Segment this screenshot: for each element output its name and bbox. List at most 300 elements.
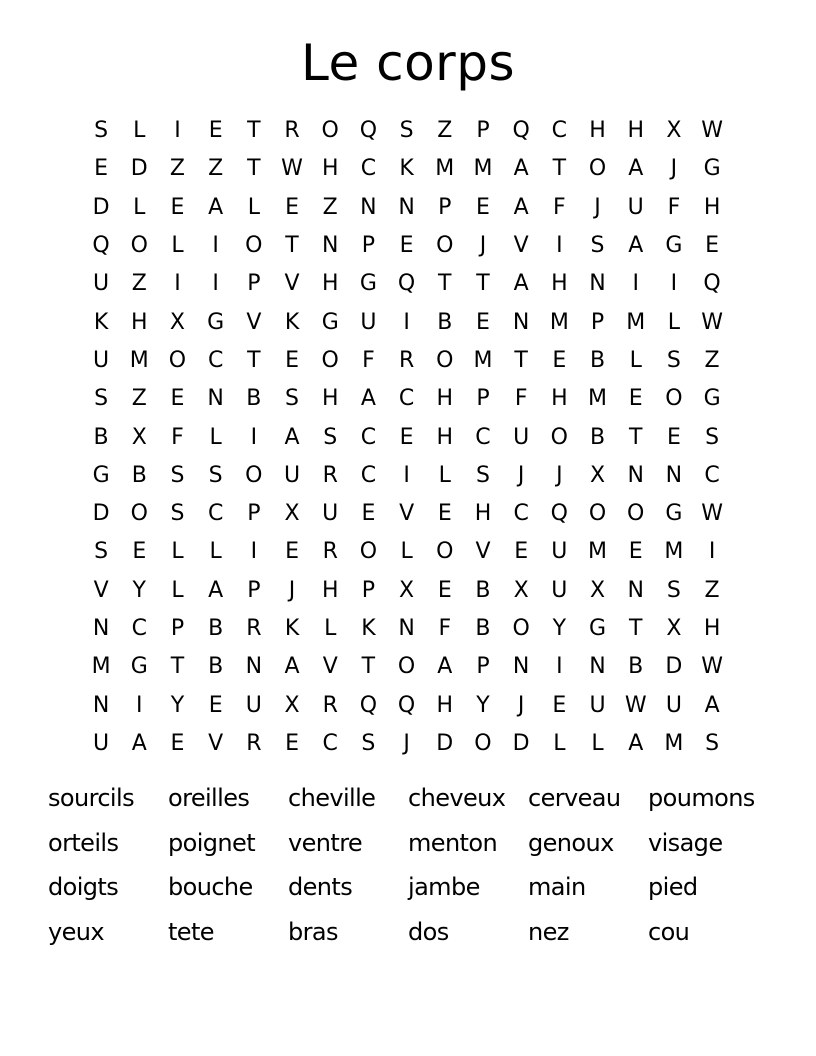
grid-cell[interactable]: K [93, 309, 109, 335]
grid-cell[interactable]: N [207, 386, 224, 412]
grid-cell[interactable]: X [284, 501, 300, 527]
grid-cell[interactable]: T [438, 271, 452, 297]
grid-cell[interactable]: L [209, 424, 222, 450]
grid-cell[interactable]: W [701, 654, 723, 680]
grid-cell[interactable]: D [92, 501, 110, 527]
grid-cell[interactable]: L [209, 539, 222, 565]
grid-cell[interactable]: A [513, 156, 529, 182]
grid-cell[interactable]: L [553, 730, 566, 756]
grid-cell[interactable]: Z [208, 156, 224, 182]
grid-cell[interactable]: V [93, 577, 109, 603]
grid-cell[interactable]: O [512, 616, 530, 641]
grid-cell[interactable]: A [513, 194, 529, 220]
grid-cell[interactable]: N [321, 233, 339, 259]
grid-cell[interactable]: D [92, 194, 110, 220]
grid-cell[interactable]: N [665, 462, 683, 488]
grid-cell[interactable]: U [93, 730, 110, 756]
grid-cell[interactable]: K [361, 616, 376, 641]
grid-cell[interactable]: L [629, 347, 642, 373]
grid-cell[interactable]: T [170, 654, 185, 680]
grid-cell[interactable]: E [208, 118, 223, 144]
grid-cell[interactable]: E [399, 424, 414, 450]
grid-cell[interactable]: X [666, 118, 682, 144]
grid-cell[interactable]: N [589, 271, 606, 297]
grid-cell[interactable]: M [435, 156, 455, 182]
grid-cell[interactable]: E [208, 692, 223, 718]
grid-cell[interactable]: O [550, 424, 568, 450]
grid-row [82, 572, 732, 610]
grid-cell[interactable]: H [551, 386, 568, 412]
grid-cell[interactable]: A [628, 156, 644, 182]
grid-cell[interactable]: C [207, 501, 224, 527]
grid-cell[interactable]: W [701, 501, 723, 527]
grid-cell[interactable]: W [701, 309, 723, 335]
grid-cell[interactable]: D [436, 730, 454, 756]
grid-cell[interactable]: O [436, 539, 454, 565]
grid-cell[interactable]: X [589, 462, 606, 488]
grid-cell[interactable]: G [321, 309, 339, 335]
grid-cell[interactable]: H [436, 424, 454, 450]
grid-cell[interactable]: O [321, 347, 339, 373]
grid-cell[interactable]: B [131, 462, 147, 488]
grid-cell[interactable]: A [513, 271, 529, 297]
grid-cell[interactable]: Q [397, 271, 416, 297]
grid-cell[interactable]: P [247, 501, 261, 527]
grid-cell[interactable]: E [399, 233, 414, 259]
grid-cell[interactable]: J [670, 156, 678, 182]
grid-cell[interactable]: E [628, 539, 643, 565]
grid-cell[interactable]: A [704, 692, 720, 718]
grid-cell[interactable]: T [247, 118, 261, 144]
grid-cell[interactable]: U [322, 501, 339, 527]
grid-cell[interactable]: Y [132, 577, 146, 603]
grid-cell[interactable]: W [281, 156, 303, 182]
grid-cell[interactable]: C [360, 156, 377, 182]
grid-cell[interactable]: S [705, 424, 720, 450]
grid-cell[interactable]: N [512, 309, 530, 335]
grid-cell[interactable]: U [93, 347, 110, 373]
grid-cell[interactable]: F [667, 194, 681, 220]
grid-cell[interactable]: R [398, 347, 415, 373]
grid-cell[interactable]: U [551, 539, 568, 565]
grid-cell[interactable]: D [130, 156, 148, 182]
grid-cell[interactable]: O [130, 233, 148, 259]
grid-cell[interactable]: K [284, 616, 300, 641]
grid-cell[interactable]: B [208, 616, 224, 641]
grid-cell[interactable]: H [703, 194, 721, 220]
grid-cell[interactable]: O [588, 501, 607, 527]
grid-cell[interactable]: U [360, 309, 377, 335]
grid-cell[interactable]: Q [512, 118, 530, 144]
grid-cell[interactable]: H [321, 156, 339, 182]
grid-cell[interactable]: H [131, 309, 148, 335]
grid-cell[interactable]: L [667, 309, 681, 335]
grid-cell[interactable]: I [708, 539, 716, 565]
grid-cell[interactable]: O [321, 118, 339, 144]
grid-cell[interactable]: I [403, 462, 410, 488]
word-bank [48, 776, 808, 954]
grid-cell[interactable]: K [284, 309, 300, 335]
grid-cell[interactable]: X [589, 577, 606, 603]
grid-cell[interactable]: N [92, 616, 110, 641]
grid-cell[interactable]: V [475, 539, 491, 565]
grid-cell[interactable]: Z [169, 156, 185, 182]
grid-cell[interactable]: W [701, 118, 723, 144]
grid-cell[interactable]: D [665, 654, 683, 680]
grid-cell[interactable]: A [360, 386, 376, 412]
grid-cell[interactable]: B [208, 654, 224, 680]
grid-cell[interactable]: L [171, 233, 184, 259]
grid-cell[interactable]: T [514, 347, 528, 373]
grid-cell[interactable]: I [556, 654, 563, 680]
grid-cell[interactable]: I [212, 271, 219, 297]
grid-cell[interactable]: E [552, 347, 567, 373]
grid-cell[interactable]: S [208, 462, 223, 488]
grid-cell[interactable]: U [513, 424, 530, 450]
grid-cell[interactable]: E [514, 539, 529, 565]
grid-cell[interactable]: L [133, 118, 146, 144]
grid-cell[interactable]: B [93, 424, 109, 450]
grid-cell[interactable]: K [399, 156, 414, 182]
grid-cell[interactable]: G [703, 156, 721, 182]
grid-cell[interactable]: E [666, 424, 681, 450]
grid-cell[interactable]: B [475, 577, 491, 603]
grid-cell[interactable]: J [517, 692, 525, 718]
grid-cell[interactable]: E [437, 577, 452, 603]
grid-cell[interactable]: G [207, 309, 225, 335]
grid-cell[interactable]: J [556, 462, 563, 488]
grid-cell[interactable]: B [589, 424, 606, 450]
grid-cell[interactable]: Y [170, 692, 185, 718]
grid-cell[interactable]: H [551, 271, 568, 297]
grid-cell[interactable]: O [665, 386, 683, 412]
grid-cell[interactable]: I [250, 539, 258, 565]
grid-cell[interactable]: M [473, 347, 493, 373]
grid-cell[interactable]: P [476, 654, 490, 680]
grid-cell[interactable]: I [632, 271, 639, 297]
grid-cell[interactable]: S [170, 462, 185, 488]
grid-cell[interactable]: C [360, 462, 377, 488]
grid-cell[interactable]: S [590, 233, 605, 259]
grid-cell[interactable]: G [665, 501, 683, 527]
word-bank-item: cheveux [408, 784, 506, 812]
grid-cell[interactable]: I [556, 233, 563, 259]
grid-cell[interactable]: T [285, 233, 299, 259]
grid-cell[interactable]: C [551, 118, 568, 144]
grid-cell[interactable]: T [628, 424, 643, 450]
grid-cell[interactable]: E [628, 386, 643, 412]
grid-cell[interactable]: E [94, 156, 109, 182]
grid-cell[interactable]: H [436, 692, 454, 718]
grid-cell[interactable]: R [284, 118, 300, 144]
grid-cell[interactable]: B [628, 654, 644, 680]
grid-cell[interactable]: P [170, 616, 185, 641]
grid-cell[interactable]: U [551, 577, 568, 603]
grid-cell[interactable]: N [360, 194, 377, 220]
grid-cell[interactable]: P [247, 577, 261, 603]
grid-cell[interactable]: L [247, 194, 260, 220]
grid-cell[interactable]: O [245, 462, 263, 488]
grid-cell[interactable]: Q [359, 118, 378, 144]
grid-cell[interactable]: R [246, 616, 262, 641]
grid-cell[interactable]: T [628, 616, 643, 641]
word-bank-item: menton [408, 828, 498, 857]
grid-cell[interactable]: E [170, 194, 185, 220]
grid-cell[interactable]: X [399, 577, 415, 603]
grid-cell[interactable]: O [627, 501, 645, 527]
grid-cell[interactable]: X [169, 309, 185, 335]
grid-cell[interactable]: T [476, 271, 490, 297]
grid-cell[interactable]: Z [704, 347, 720, 373]
grid-cell[interactable]: A [284, 654, 300, 680]
grid-cell[interactable]: F [171, 424, 184, 450]
grid-cell[interactable]: J [594, 194, 601, 220]
page-title: Le corps [300, 34, 516, 92]
grid-cell[interactable]: Q [92, 233, 110, 259]
grid-cell[interactable]: L [591, 730, 604, 756]
grid-cell[interactable]: X [666, 616, 682, 641]
grid-cell[interactable]: E [437, 501, 452, 527]
grid-cell[interactable]: Q [359, 692, 378, 718]
grid-cell[interactable]: J [517, 462, 525, 488]
grid-cell[interactable]: P [476, 386, 490, 412]
grid-cell[interactable]: R [322, 692, 338, 718]
grid-cell[interactable]: C [513, 501, 529, 527]
grid-cell[interactable]: Z [131, 271, 147, 297]
grid-cell[interactable]: C [207, 347, 224, 373]
grid-cell[interactable]: M [473, 156, 493, 182]
grid-cell[interactable]: C [360, 424, 377, 450]
grid-cell[interactable]: J [403, 730, 410, 756]
grid-cell[interactable]: O [359, 539, 378, 565]
grid-cell[interactable]: U [589, 692, 606, 718]
grid-cell[interactable]: S [285, 386, 300, 412]
grid-cell[interactable]: R [322, 539, 338, 565]
grid-cell[interactable]: H [589, 118, 606, 144]
grid-cell[interactable]: N [627, 462, 644, 488]
grid-cell[interactable]: F [438, 616, 452, 641]
grid-cell[interactable]: O [436, 233, 454, 259]
grid-cell[interactable]: I [403, 309, 410, 335]
grid-cell[interactable]: M [129, 347, 149, 373]
grid-cell[interactable]: N [245, 654, 263, 680]
grid-cell[interactable]: V [246, 309, 262, 335]
grid-cell[interactable]: V [513, 233, 529, 259]
grid-cell[interactable]: E [705, 233, 720, 259]
grid-cell[interactable]: L [324, 616, 337, 641]
grid-cell[interactable]: E [170, 730, 185, 756]
grid-cell[interactable]: P [590, 309, 605, 335]
grid-cell[interactable]: O [397, 654, 416, 680]
grid-cell[interactable]: E [285, 347, 299, 373]
grid-cell[interactable]: X [131, 424, 147, 450]
grid-cell[interactable]: A [284, 424, 300, 450]
grid-cell[interactable]: S [705, 730, 720, 756]
grid-cell[interactable]: H [703, 616, 721, 641]
grid-cell[interactable]: Z [437, 118, 453, 144]
grid-cell[interactable]: V [399, 501, 415, 527]
grid-row [82, 457, 732, 495]
grid-cell[interactable]: B [589, 347, 606, 373]
grid-cell[interactable]: L [400, 539, 413, 565]
grid-cell[interactable]: B [437, 309, 453, 335]
grid-cell[interactable]: Y [552, 616, 567, 641]
grid-cell[interactable]: N [627, 577, 644, 603]
grid-cell[interactable]: H [474, 501, 492, 527]
grid-cell[interactable]: B [246, 386, 262, 412]
grid-cell[interactable]: R [322, 462, 338, 488]
grid-cell[interactable]: E [285, 539, 299, 565]
grid-cell[interactable]: G [130, 654, 148, 680]
grid-cell[interactable]: S [666, 577, 681, 603]
grid-cell[interactable]: J [479, 233, 487, 259]
grid-cell[interactable]: S [361, 730, 376, 756]
grid-row [82, 610, 732, 648]
grid-cell[interactable]: J [288, 577, 296, 603]
grid-cell[interactable]: G [359, 271, 377, 297]
grid-cell[interactable]: B [475, 616, 491, 641]
grid-cell[interactable]: V [284, 271, 300, 297]
grid-cell[interactable]: A [437, 654, 453, 680]
grid-cell[interactable]: E [132, 539, 147, 565]
grid-cell[interactable]: P [247, 271, 261, 297]
grid-cell[interactable]: S [94, 386, 109, 412]
grid-cell[interactable]: S [94, 118, 109, 144]
grid-cell[interactable]: C [704, 462, 720, 488]
grid-cell[interactable]: L [133, 194, 146, 220]
grid-cell[interactable]: G [703, 386, 721, 412]
grid-cell[interactable]: S [323, 424, 338, 450]
grid-cell[interactable]: F [553, 194, 566, 220]
grid-cell[interactable]: O [588, 156, 607, 182]
grid-cell[interactable]: T [552, 156, 567, 182]
grid-cell[interactable]: C [398, 386, 415, 412]
grid-cell[interactable]: Y [476, 692, 490, 718]
grid-cell[interactable]: A [131, 730, 147, 756]
grid-cell[interactable]: M [91, 654, 111, 680]
grid-cell[interactable]: V [208, 730, 224, 756]
grid-cell[interactable]: D [512, 730, 530, 756]
grid-cell[interactable]: P [361, 577, 376, 603]
grid-cell[interactable]: N [589, 654, 606, 680]
grid-cell[interactable]: G [589, 616, 607, 641]
grid-cell[interactable]: I [174, 118, 181, 144]
grid-cell[interactable]: C [475, 424, 491, 450]
grid-cell[interactable]: W [624, 692, 647, 718]
grid-cell[interactable]: U [283, 462, 301, 488]
grid-cell[interactable]: U [93, 271, 110, 297]
grid-cell[interactable]: Q [703, 271, 721, 297]
grid-cell[interactable]: S [399, 118, 414, 144]
grid-cell[interactable]: C [322, 730, 338, 756]
grid-cell[interactable]: N [512, 654, 530, 680]
grid-cell[interactable]: L [438, 462, 451, 488]
grid-cell[interactable]: G [92, 462, 110, 488]
word-bank-item: bouche [168, 873, 253, 902]
grid-cell[interactable]: E [170, 386, 185, 412]
grid-cell[interactable]: I [670, 271, 678, 297]
grid-cell[interactable]: E [476, 309, 490, 335]
word-bank-row [48, 910, 808, 955]
grid-cell[interactable]: F [514, 386, 528, 412]
grid-cell[interactable]: A [628, 233, 644, 259]
grid-cell[interactable]: O [474, 730, 492, 756]
grid-cell[interactable]: I [250, 424, 258, 450]
grid-cell[interactable]: A [208, 194, 224, 220]
grid-cell[interactable]: T [361, 654, 376, 680]
grid-cell[interactable]: U [245, 692, 262, 718]
grid-cell[interactable]: L [171, 577, 184, 603]
grid-cell[interactable]: H [321, 271, 339, 297]
grid-cell[interactable]: T [247, 347, 261, 373]
word-bank-item: ventre [288, 828, 363, 857]
grid-cell[interactable]: P [361, 233, 376, 259]
grid-cell[interactable]: I [136, 692, 143, 718]
grid-cell[interactable]: E [285, 194, 299, 220]
grid-cell[interactable]: S [475, 462, 490, 488]
grid-cell[interactable]: Z [131, 386, 147, 412]
grid-cell[interactable]: X [284, 692, 300, 718]
grid-cell[interactable]: R [246, 730, 262, 756]
grid-cell[interactable]: O [245, 233, 263, 259]
grid-cell[interactable]: V [322, 654, 338, 680]
grid-cell[interactable]: H [321, 386, 339, 412]
grid-cell[interactable]: O [168, 347, 187, 373]
grid-cell[interactable]: N [398, 616, 415, 641]
grid-cell[interactable]: M [549, 309, 569, 335]
grid-cell[interactable]: T [247, 156, 261, 182]
grid-cell[interactable]: U [665, 692, 682, 718]
grid-cell[interactable]: F [362, 347, 375, 373]
grid-cell[interactable]: E [476, 194, 490, 220]
grid-cell[interactable]: G [665, 233, 683, 259]
grid-cell[interactable]: E [552, 692, 567, 718]
grid-cell[interactable]: E [285, 730, 299, 756]
grid-cell[interactable]: O [436, 347, 454, 373]
grid-cell[interactable]: S [666, 347, 681, 373]
grid-cell[interactable]: X [513, 577, 529, 603]
grid-cell[interactable]: M [588, 539, 608, 565]
grid-cell[interactable]: L [171, 539, 184, 565]
grid-cell[interactable]: S [170, 501, 185, 527]
grid-cell[interactable]: H [436, 386, 454, 412]
grid-cell[interactable]: A [208, 577, 224, 603]
grid-cell[interactable]: M [664, 539, 684, 565]
grid-cell[interactable]: E [361, 501, 376, 527]
grid-cell[interactable]: M [588, 386, 608, 412]
grid-cell[interactable]: P [438, 194, 452, 220]
grid-cell[interactable]: U [627, 194, 644, 220]
grid-cell[interactable]: H [627, 118, 644, 144]
grid-cell[interactable]: Q [397, 692, 416, 718]
grid-cell[interactable]: A [628, 730, 644, 756]
grid-cell[interactable]: P [476, 118, 490, 144]
grid-cell[interactable]: C [131, 616, 147, 641]
grid-cell[interactable]: Q [550, 501, 568, 527]
grid-cell[interactable]: N [398, 194, 415, 220]
grid-cell[interactable]: H [321, 577, 339, 603]
grid-cell[interactable]: S [94, 539, 109, 565]
grid-cell[interactable]: Z [322, 194, 338, 220]
grid-cell[interactable]: I [174, 271, 181, 297]
grid-cell[interactable]: M [626, 309, 646, 335]
grid-row [82, 112, 732, 150]
grid-cell[interactable]: O [130, 501, 148, 527]
grid-cell[interactable]: Z [704, 577, 720, 603]
grid-cell[interactable]: N [92, 692, 110, 718]
grid-cell[interactable]: I [212, 233, 219, 259]
grid-cell[interactable]: M [664, 730, 684, 756]
